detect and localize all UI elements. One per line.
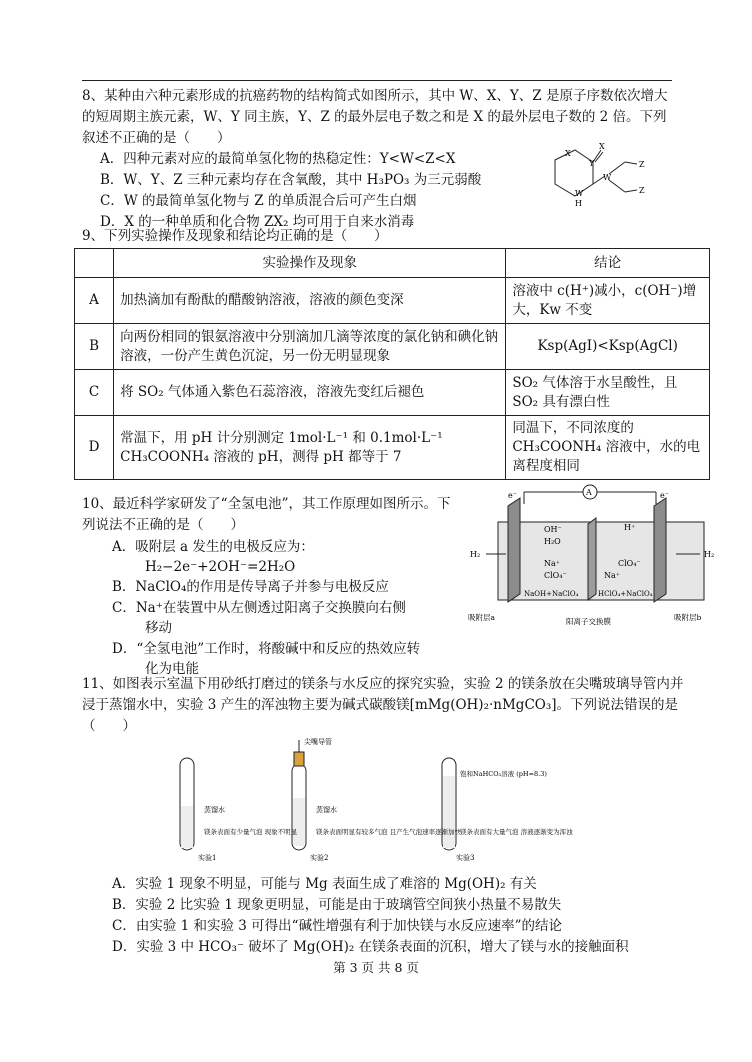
h2-left-label: H₂ (470, 550, 481, 559)
right-solution-label: HClO₄+NaClO₄ (598, 590, 653, 598)
e-left-label: e⁻ (508, 491, 517, 500)
struct-z1: Z (639, 160, 645, 169)
page-footer: 第 3 页 共 8 页 (333, 960, 419, 975)
exp1-note-label: 镁条表面有少量气泡 现象不明显 (204, 828, 298, 836)
exp3-label: 实验3 (456, 854, 475, 862)
ring-bond (555, 150, 593, 196)
row-operation: 常温下，用 pH 计分别测定 1mol·L⁻¹ 和 0.1mol·L⁻¹ CH₃COONH₄ 溶液的 pH，测得 pH 都等于 7 (114, 416, 506, 480)
row-conclusion: Ksp(AgI)<Ksp(AgCl) (506, 324, 710, 370)
layer-a-plate (508, 498, 520, 602)
table-row (75, 278, 710, 324)
row-operation: 加热滴加有酚酞的醋酸钠溶液，溶液的颜色变深 (114, 278, 506, 324)
row-conclusion: SO₂ 气体溶于水呈酸性，且 SO₂ 具有漂白性 (506, 370, 710, 416)
q8-option-d: D．X 的一种单质和化合物 ZX₂ 均可用于自来水消毒 (100, 214, 415, 230)
top-rule (82, 80, 672, 81)
q10-option-c-cont: 移动 (145, 620, 172, 636)
exp2-label: 实验2 (310, 854, 329, 862)
h2o-label: H₂O (544, 537, 561, 546)
q10-cell-diagram (468, 484, 728, 634)
membrane-plate (588, 518, 596, 600)
e-right-label: e⁻ (660, 491, 669, 500)
row-conclusion: 同温下，不同浓度的 CH₃COONH₄ 溶液中，水的电离程度相同 (506, 416, 710, 480)
q9-table (74, 248, 710, 480)
na-mid-label: Na⁺ (604, 571, 620, 580)
table-row (75, 416, 710, 480)
exp2-tube-label: 尖嘴导管 (304, 738, 332, 746)
exp2-note-label: 镁条表面明显有较多气泡 且产生气泡速率逐渐加快 (316, 828, 462, 836)
layer-b-plate (654, 498, 666, 602)
header-operation: 实验操作及现象 (114, 249, 506, 278)
layer-b-label: 吸附层b (674, 613, 702, 622)
struct-h: H (575, 199, 582, 208)
struct-w2: W (575, 189, 584, 198)
clo4-left-label: ClO₄⁻ (544, 571, 567, 580)
h2-right-label: H₂ (704, 550, 715, 559)
exp1-water-label: 蒸馏水 (204, 806, 225, 814)
q10-option-c: C．Na⁺在装置中从左侧透过阳离子交换膜向右侧 (112, 600, 406, 616)
exp3-note-label: 镁条表面有大量气泡 溶液逐渐变为浑浊 (460, 828, 573, 836)
row-label: C (75, 370, 114, 416)
row-operation: 将 SO₂ 气体通入紫色石蕊溶液，溶液先变红后褪色 (114, 370, 506, 416)
q8-structure-figure (535, 140, 655, 220)
row-operation: 向两份相同的银氨溶液中分别滴加几滴等浓度的氯化钠和碘化钠溶液，一份产生黄色沉淀，另一份无明显现象 (114, 324, 506, 370)
q11-option-b: B．实验 2 比实验 1 现象更明显，可能是由于玻璃管空间狭小热量不易散失 (112, 897, 562, 913)
exp2-water-label: 蒸馏水 (316, 806, 337, 814)
membrane-label: 阳离子交换膜 (566, 617, 611, 626)
exp3-solution-label: 饱和NaHCO₃溶液 (pH=8.3) (460, 770, 547, 778)
struct-x: X (565, 149, 571, 158)
h-plus-label: H⁺ (624, 523, 636, 532)
q11-option-d: D．实验 3 中 HCO₃⁻ 破坏了 Mg(OH)₂ 在镁条表面的沉积，增大了镁与水的接触面积 (112, 939, 629, 955)
table-row (75, 370, 710, 416)
q11-option-a: A．实验 1 现象不明显，可能与 Mg 表面生成了难溶的 Mg(OH)₂ 有关 (112, 876, 537, 892)
struct-z2: Z (639, 186, 645, 195)
ammeter-label: A (586, 488, 592, 497)
struct-y: Y (589, 159, 595, 168)
q11-stem: 11、如图表示室温下用砂纸打磨过的镁条与水反应的探究实验，实验 2 的镁条放在尖嘴玻璃导管内并浸于蒸馏水中，实验 3 产生的浑浊物主要为碱式碳酸镁[mMg(OH)₂·nMgCO₃]。下列说法错误的是（ ） (82, 676, 684, 734)
q8-option-c: C．W 的最简单氢化物与 Z 的单质混合后可产生白烟 (100, 193, 417, 209)
clo4-right-label: ClO₄⁻ (618, 559, 641, 568)
q10-stem: 10、最近科学家研发了“全氢电池”，其工作原理如图所示。下列说法不正确的是（ ） (82, 496, 451, 533)
struct-x2: X (599, 142, 605, 151)
q10-option-b: B．NaClO₄的作用是传导离子并参与电极反应 (112, 579, 389, 595)
row-label: A (75, 278, 114, 324)
row-label: B (75, 324, 114, 370)
header-empty (75, 249, 114, 278)
q10-option-d: D．“全氢电池”工作时，将酸碱中和反应的热效应转 (112, 641, 421, 657)
struct-w1: W (603, 173, 612, 182)
q10-option-d-cont: 化为电能 (145, 661, 199, 677)
row-conclusion: 溶液中 c(H⁺)减小，c(OH⁻)增大，Kw 不变 (506, 278, 710, 324)
layer-a-label: 吸附层a (468, 613, 495, 622)
table-header-row (75, 249, 710, 278)
q9-stem: 9、下列实验操作及现象和结论均正确的是（ ） (82, 228, 388, 244)
oh-label: OH⁻ (544, 525, 562, 534)
header-conclusion: 结论 (506, 249, 710, 278)
exp1-label: 实验1 (198, 854, 217, 862)
na-left-label: Na⁺ (544, 559, 560, 568)
q8-option-a: A．四种元素对应的最简单氢化物的热稳定性：Y<W<Z<X (100, 151, 456, 167)
q11-experiment-figure (160, 736, 580, 868)
q8-option-b: B．W、Y、Z 三种元素均存在含氧酸，其中 H₃PO₃ 为三元弱酸 (100, 172, 482, 188)
left-solution-label: NaOH+NaClO₄ (524, 590, 579, 598)
q11-option-c: C．由实验 1 和实验 3 可得出“碱性增强有利于加快镁与水反应速率”的结论 (112, 918, 562, 934)
q10-option-a-eq: H₂−2e⁻+2OH⁻=2H₂O (145, 559, 296, 575)
q10-option-a: A．吸附层 a 发生的电极反应为： (112, 539, 314, 555)
row-label: D (75, 416, 114, 480)
q8-stem: 8、某种由六种元素形成的抗癌药物的结构简式如图所示，其中 W、X、Y、Z 是原子序数依次增大的短周期主族元素，W、Y 同主族，Y、Z 的最外层电子数之和是 X 的最外层电子数的 2 倍。下列叙述不正确的是（ ） (82, 88, 668, 146)
table-row (75, 324, 710, 370)
